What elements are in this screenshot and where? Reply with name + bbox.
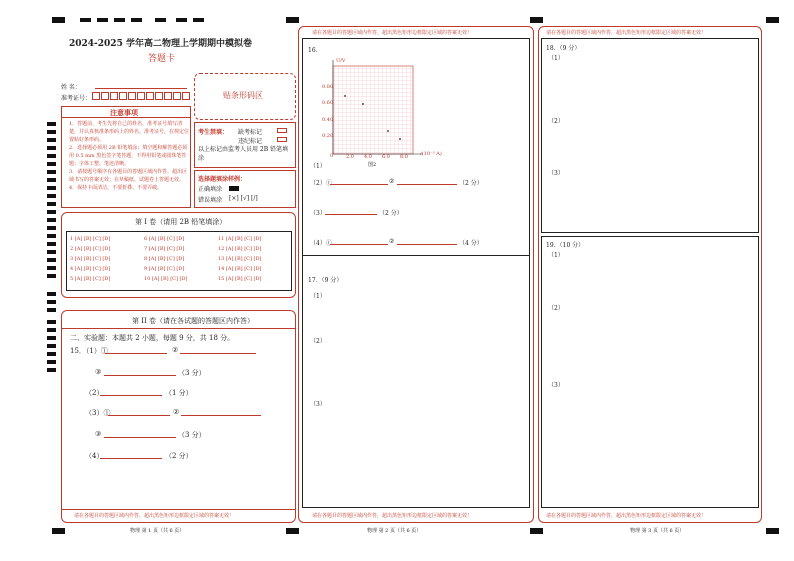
timing-mark xyxy=(47,308,56,312)
q15-2-blank[interactable] xyxy=(100,395,162,396)
q16-label: 16． xyxy=(308,47,322,54)
q16-3-label: （3） xyxy=(310,210,326,217)
timing-mark xyxy=(47,352,56,356)
warning-text: 请在各题目的答题区域内作答，超出黑色矩形边框限定区域的答案无效！ xyxy=(74,513,235,519)
q16-2-blank1[interactable] xyxy=(330,184,388,185)
page-footer: 物理 第 1 页（共 6 页） xyxy=(130,528,185,534)
q17-3-label: （3） xyxy=(310,401,326,408)
score-label: （4 分） xyxy=(459,240,483,247)
x-tick: 8.0 xyxy=(400,154,408,160)
warning-text: 请在各题目的答题区域内作答，超出黑色矩形边框限定区域的答案无效！ xyxy=(546,30,707,36)
q16-4-blank2[interactable] xyxy=(397,244,457,245)
warning-text: 请在各题目的答题区域内作答，超出黑色矩形边框限定区域的答案无效！ xyxy=(312,513,473,519)
q16-4-circle2: ② xyxy=(389,238,395,245)
q16-4-label: （4）① xyxy=(310,240,332,247)
data-point xyxy=(344,95,346,97)
timing-mark xyxy=(530,528,543,534)
timing-mark xyxy=(47,300,56,304)
fill-example-title: 选择题填涂样例： xyxy=(198,176,247,183)
exam-number-label: 准考证号： xyxy=(61,95,92,102)
q15-3-label: （3）① xyxy=(85,409,111,417)
correct-fill-label: 正确填涂 xyxy=(198,186,223,193)
x-tick: 4.0 xyxy=(364,154,372,160)
timing-mark xyxy=(47,258,56,262)
data-point xyxy=(387,130,389,132)
timing-mark xyxy=(47,170,56,174)
timing-mark xyxy=(114,18,125,22)
choice-item[interactable]: 1 [A] [B] [C] [D] xyxy=(70,236,111,242)
page-footer: 物理 第 3 页（共 6 页） xyxy=(630,528,685,534)
barcode-label: 贴条形码区 xyxy=(223,91,263,100)
timing-mark xyxy=(47,360,56,364)
q18-answer-frame xyxy=(541,38,759,233)
timing-mark xyxy=(47,202,56,206)
card-title: 答题卡 xyxy=(148,54,176,64)
exam-title: 2024-2025 学年高二物理上学期期中模拟卷 xyxy=(69,39,252,49)
timing-mark xyxy=(766,17,779,23)
y-tick: 0.80 xyxy=(322,84,334,90)
timing-mark xyxy=(530,17,543,23)
q17-label: 17．（9 分） xyxy=(308,277,343,284)
note-item: 2．选择题必须用 2B 铅笔填涂；填空题和解答题必须用 0.5 mm 黑色签字笔答题，不得用铅笔或圆珠笔答题；字体工整、笔迹清晰。 xyxy=(69,145,188,167)
timing-mark xyxy=(47,234,56,238)
timing-mark xyxy=(47,218,56,222)
choice-item[interactable]: 3 [A] [B] [C] [D] xyxy=(70,256,111,262)
choice-item[interactable]: 13 [A] [B] [C] [D] xyxy=(218,256,262,262)
timing-mark xyxy=(80,18,91,22)
choice-item[interactable]: 2 [A] [B] [C] [D] xyxy=(70,246,111,252)
timing-mark xyxy=(47,328,56,332)
q17-1-label: （1） xyxy=(310,293,326,300)
violation-checkbox[interactable] xyxy=(277,137,287,142)
timing-mark xyxy=(47,122,56,126)
score-label: （3 分） xyxy=(178,369,206,377)
warning-text: 请在各题目的答题区域内作答，超出黑色矩形边框限定区域的答案无效！ xyxy=(546,513,707,519)
q19-answer-frame xyxy=(541,236,759,508)
q15-3-circle3: ③ xyxy=(95,430,102,438)
marker-note: 以上标记由监考人员用 2B 铅笔填涂 xyxy=(198,146,289,162)
timing-mark xyxy=(286,528,299,534)
q15-3-blank3[interactable] xyxy=(104,437,176,438)
section2-title: 第 II 卷（请在各试题的答题区内作答） xyxy=(132,317,254,325)
choice-item[interactable]: 7 [A] [B] [C] [D] xyxy=(144,246,185,252)
note-item: 1．答题前，考生先将自己的姓名，准考证号填写清楚，并认真核准条形码上的姓名、准考证号，在规定位置贴好条形码。 xyxy=(69,121,190,143)
choice-item[interactable]: 9 [A] [B] [C] [D] xyxy=(144,266,185,272)
filled-box-icon xyxy=(229,186,239,191)
score-label: （2 分） xyxy=(459,180,483,187)
choice-item[interactable]: 8 [A] [B] [C] [D] xyxy=(144,256,185,262)
barcode-area xyxy=(194,73,296,120)
timing-mark xyxy=(766,528,779,534)
q19-1-label: （1） xyxy=(548,252,564,259)
q16-2-circle2: ② xyxy=(389,178,395,185)
q15-1-circle3: ③ xyxy=(95,368,102,376)
q18-label: 18．（9 分） xyxy=(546,45,581,52)
origin-label: 0 xyxy=(330,153,334,159)
score-label: （1 分） xyxy=(165,389,193,397)
timing-mark xyxy=(47,146,56,150)
timing-mark xyxy=(47,368,56,372)
timing-mark xyxy=(176,18,187,22)
timing-mark xyxy=(52,528,65,534)
q15-4-label: （4） xyxy=(85,452,104,460)
q16-1-label: （1） xyxy=(310,163,326,170)
note-item: 3．请按题号顺序在各题目的答题区域内作答，超出区域书写的答案无效；在草稿纸、试题卷上答题无效。 xyxy=(69,169,188,183)
timing-mark xyxy=(47,178,56,182)
timing-mark xyxy=(47,194,56,198)
x-tick: 6.0 xyxy=(382,154,390,160)
q15-3-circle2: ② xyxy=(173,408,180,416)
timing-mark xyxy=(131,18,142,22)
timing-mark xyxy=(155,18,166,22)
y-tick: 0.40 xyxy=(322,117,334,123)
timing-mark xyxy=(47,242,56,246)
timing-mark xyxy=(97,18,108,22)
x-tick: 2.0 xyxy=(346,154,354,160)
wrong-fill-label: 错误填涂 xyxy=(198,197,223,204)
q15-1-circle2: ② xyxy=(172,346,179,354)
timing-mark xyxy=(47,138,56,142)
timing-mark xyxy=(47,162,56,166)
choice-item[interactable]: 10 [A] [B] [C] [D] xyxy=(144,276,188,282)
absent-label: 缺考标记 xyxy=(238,129,263,136)
data-point xyxy=(362,103,364,105)
timing-mark xyxy=(47,250,56,254)
graph-y-label: U/V xyxy=(336,58,346,64)
choice-item[interactable]: 5 [A] [B] [C] [D] xyxy=(70,276,111,282)
timing-mark xyxy=(47,274,56,278)
q18-3-label: （3） xyxy=(548,170,564,177)
section1-title: 第 I 卷（请用 2B 铅笔填涂） xyxy=(135,218,227,226)
timing-mark xyxy=(47,226,56,230)
choice-item[interactable]: 11 [A] [B] [C] [D] xyxy=(218,236,262,242)
q16-4-blank1[interactable] xyxy=(330,244,388,245)
candidate-label: 考生禁填： xyxy=(198,129,229,136)
data-point xyxy=(399,138,401,140)
q17-2-label: （2） xyxy=(310,338,326,345)
timing-mark xyxy=(286,17,299,23)
q15-3-blank1[interactable] xyxy=(108,415,170,416)
q15-1-blank1[interactable] xyxy=(105,353,167,354)
timing-mark xyxy=(47,292,56,296)
y-tick: 0.20 xyxy=(322,133,334,139)
timing-mark xyxy=(47,130,56,134)
choice-item[interactable]: 4 [A] [B] [C] [D] xyxy=(70,266,111,272)
q16-2-label: （2）① xyxy=(310,180,332,187)
graph-x-label: /(10⁻³ A) xyxy=(420,151,442,157)
q15-1-label: 15．（1）① xyxy=(70,347,108,355)
q19-3-label: （3） xyxy=(548,382,564,389)
violation-label: 违纪标记 xyxy=(238,138,263,145)
q15-2-label: （2） xyxy=(85,389,104,397)
q18-2-label: （2） xyxy=(548,118,564,125)
timing-mark xyxy=(47,320,56,324)
score-label: （3 分） xyxy=(178,431,206,439)
score-label: （2 分） xyxy=(165,452,193,460)
warning-text: 请在各题目的答题区域内作答，超出黑色矩形边框限定区域的答案无效！ xyxy=(312,30,473,36)
q19-label: 19．（10 分） xyxy=(546,242,585,249)
notes-title: 注意事项 xyxy=(110,108,138,117)
timing-mark xyxy=(47,186,56,190)
figure-caption: 图2 xyxy=(368,162,377,168)
q19-2-label: （2） xyxy=(548,305,564,312)
wrong-fill-marks: [×] [√] [/] xyxy=(229,195,258,202)
timing-mark xyxy=(52,17,65,23)
choice-item[interactable]: 6 [A] [B] [C] [D] xyxy=(144,236,185,242)
timing-mark xyxy=(47,154,56,158)
q15-4-blank[interactable] xyxy=(100,458,162,459)
name-field[interactable] xyxy=(95,88,187,89)
q16-2-blank2[interactable] xyxy=(397,184,457,185)
experiment-heading: 二、实验题：本题共 2 小题，每题 9 分，共 18 分。 xyxy=(70,334,235,342)
q16-3-blank[interactable] xyxy=(325,214,377,215)
timing-mark xyxy=(47,266,56,270)
timing-mark xyxy=(47,336,56,340)
absent-checkbox[interactable] xyxy=(277,128,287,133)
q15-3-blank2[interactable] xyxy=(181,415,261,416)
y-tick: 0.60 xyxy=(322,100,334,106)
q15-1-blank3[interactable] xyxy=(104,375,176,376)
timing-mark xyxy=(47,210,56,214)
q18-1-label: （1） xyxy=(548,55,564,62)
timing-mark xyxy=(47,344,56,348)
score-label: （2 分） xyxy=(379,210,403,217)
notes-list xyxy=(69,120,191,192)
name-label: 姓 名： xyxy=(61,84,81,91)
q15-1-blank2[interactable] xyxy=(180,353,256,354)
choice-item[interactable]: 12 [A] [B] [C] [D] xyxy=(218,246,262,252)
choice-item[interactable]: 15 [A] [B] [C] [D] xyxy=(218,276,262,282)
page-footer: 物理 第 2 页（共 6 页） xyxy=(367,528,422,534)
choice-item[interactable]: 14 [A] [B] [C] [D] xyxy=(218,266,262,272)
timing-mark xyxy=(193,18,204,22)
note-item: 4．保持卡面清洁，不要折叠、不要弄破。 xyxy=(69,185,163,191)
